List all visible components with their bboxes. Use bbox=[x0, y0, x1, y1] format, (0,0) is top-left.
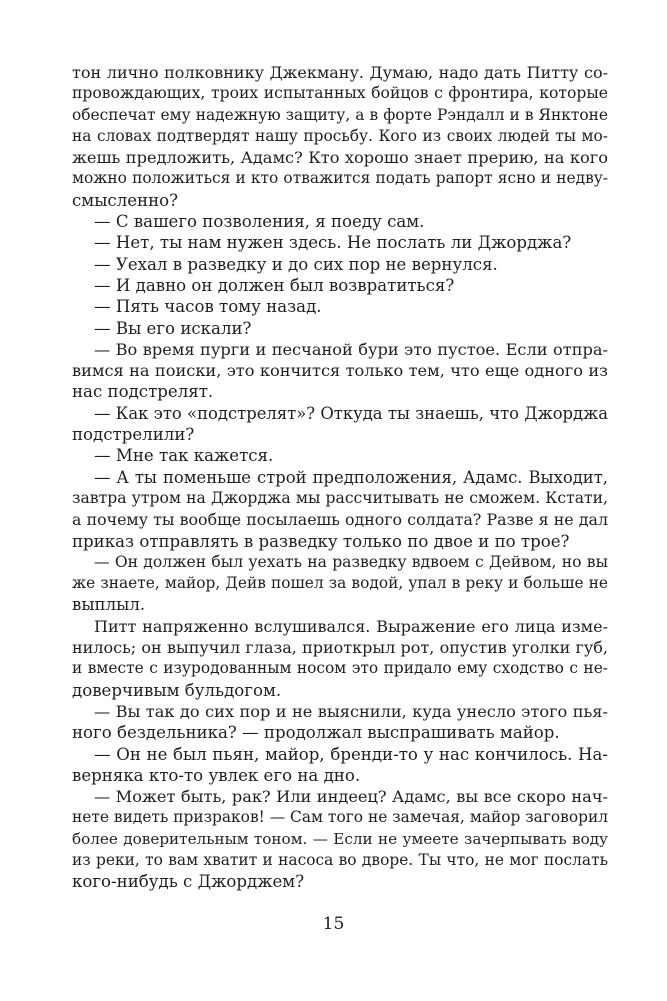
text-line: можно положиться и кто отважится подать рапорт ясно и недву- bbox=[72, 169, 608, 188]
text-line: — Нет, ты нам нужен здесь. Не послать ли Джорджа? bbox=[94, 233, 572, 253]
text-line: Питт напряженно вслушивался. Выражение его лица изме- bbox=[94, 616, 608, 636]
text-line: вимся на поиски, это кончится только тем, что еще одного из bbox=[72, 361, 608, 381]
text-line: — Уехал в разведку и до сих пор не вернулся. bbox=[94, 254, 498, 274]
text-line: приказ отправлять в разведку только по двое и по трое? bbox=[72, 531, 570, 551]
text-line: — Как это «подстрелят»? Откуда ты знаешь, что Джорджа bbox=[94, 403, 608, 423]
text-line: — Может быть, рак? Или индеец? Адамс, вы все скоро нач- bbox=[94, 787, 608, 807]
text-line: более доверительным тоном. — Если не умеете зачерпывать воду bbox=[72, 829, 608, 848]
text-line: верняка кто-то увлек его на дно. bbox=[72, 765, 361, 785]
text-line: подстрелили? bbox=[72, 425, 195, 445]
text-line: завтра утром на Джорджа мы рассчитывать не сможем. Кстати, bbox=[72, 488, 608, 507]
body-text bbox=[72, 62, 608, 893]
text-line: — Мне так кажется. bbox=[94, 446, 274, 466]
text-line: провождающих, троих испытанных бойцов с фронтира, которые bbox=[72, 84, 608, 103]
text-line: нас подстрелят. bbox=[72, 382, 214, 402]
text-line: нилось; он выпучил глаза, приоткрыл рот, опустив уголки губ, bbox=[72, 638, 608, 658]
text-line: — Вы его искали? bbox=[94, 318, 252, 338]
text-line: доверчивым бульдогом. bbox=[72, 680, 282, 700]
text-line: обеспечат ему надежную защиту, а в форте Рэндалл и в Янктоне bbox=[72, 105, 608, 124]
text-line: смысленно? bbox=[72, 190, 179, 210]
text-line: — А ты поменьше строй предположения, Адамс. Выходит, bbox=[94, 467, 608, 487]
text-line: — Он не был пьян, майор, бренди-то у нас кончилось. На- bbox=[94, 744, 608, 764]
text-line: и вместе с изуродованным носом это придало ему сходство с не- bbox=[72, 659, 608, 678]
text-line: выплыл. bbox=[72, 595, 146, 615]
text-line: тон лично полковнику Джекману. Думаю, надо дать Питту со- bbox=[72, 63, 608, 82]
text-line: из реки, то вам хватит и насоса во дворе. Ты что, не мог послать bbox=[72, 850, 608, 869]
text-line: а почему ты вообще посылаешь одного солдата? Разве я не дал bbox=[72, 510, 608, 530]
text-line: ного бездельника? — продолжал выспрашивать майор. bbox=[72, 723, 560, 743]
text-line: — Вы так до сих пор и не выяснили, куда унесло этого пья- bbox=[94, 701, 608, 721]
text-line: кого-нибудь с Джорджем? bbox=[72, 872, 305, 892]
text-line: жешь предложить, Адамс? Кто хорошо знает прерию, на кого bbox=[72, 148, 608, 168]
text-line: — Во время пурги и песчаной бури это пустое. Если отпра- bbox=[94, 339, 608, 359]
text-line: на словах подтвердят нашу просьбу. Кого из своих людей ты мо- bbox=[72, 126, 608, 145]
text-line: — С вашего позволения, я поеду сам. bbox=[94, 212, 425, 232]
text-line: же знаете, майор, Дейв пошел за водой, упал в реку и больше не bbox=[72, 574, 608, 593]
text-line: нете видеть призраков! — Сам того не замечая, майор заговорил bbox=[72, 808, 608, 827]
text-line: — Он должен был уехать на разведку вдвоем с Дейвом, но вы bbox=[94, 552, 608, 571]
text-line: — И давно он должен был возвратиться? bbox=[94, 275, 455, 295]
page-number: 15 bbox=[322, 914, 345, 934]
text-line: — Пять часов тому назад. bbox=[94, 297, 322, 317]
